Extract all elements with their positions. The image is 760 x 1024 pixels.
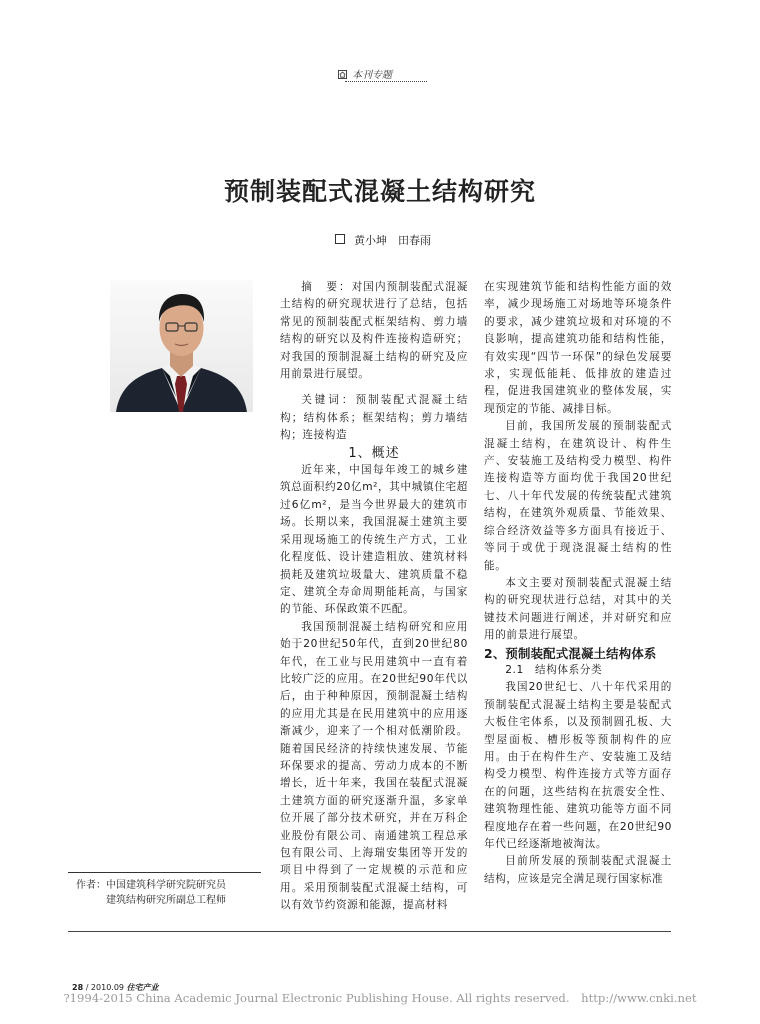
journal-name: 住宅产业 — [126, 983, 159, 992]
section1-title: 1、概述 — [348, 445, 400, 461]
author-note — [76, 878, 226, 908]
abstract-label: 摘 要： — [301, 281, 352, 293]
column-right — [484, 279, 672, 888]
page-number: 28 — [72, 983, 84, 992]
author-names: 黄小坤 田春雨 — [354, 234, 431, 247]
author-note-line2: 建筑结构研究所副总工程师 — [106, 895, 226, 906]
paragraph: 近年来，中国每年竣工的城乡建筑总面积约20亿m²，其中城镇住宅超过6亿m²，是当今世界最大的建筑市场。长期以来，我国混凝土建筑主要采用现场施工的传统生产方式，工业化程度低、设计建造粗放、建筑材料损耗及建筑垃圾量大、建筑质量不稳定、建筑全寿命周期能耗高，与国家的节能、环保政策不匹配。 — [280, 464, 468, 616]
section2-title: 2、预制装配式混凝土结构体系 — [484, 645, 657, 661]
authors-line — [335, 232, 431, 248]
house-icon — [338, 70, 347, 79]
header-dotted-rule — [345, 81, 427, 82]
author-note-line1: 作者：中国建筑科学研究院研究员 — [76, 880, 226, 891]
paragraph: 我国预制混凝土结构研究和应用始于20世纪50年代，直到20世纪80年代，在工业与民用建筑中一直有着比较广泛的应用。在20世纪90年代以后，由于种种原因，预制混凝土结构的应用尤其是在民用建筑中的应用逐渐减少，迎来了一个相对低潮阶段。随着国民经济的持续快速发展、节能环保要求的提高、劳动力成本的不断增长，近十年来，我国在装配式混凝土建筑方面的研究逐渐升温，多家单位开展了部分技术研究，并在万科企业股份有限公司、南通建筑工程总承包有限公司、上海瑞安集团等开发的项目中得到了一定规模的示范和应用。采用预制装配式混凝土结构，可以有效节约资源和能源，提高材料 — [280, 620, 468, 912]
copyright-notice: ?1994-2015 China Academic Journal Electronic Publishing House. All rights reserved. http://www.cnki.net — [63, 991, 697, 1005]
paragraph: 我国20世纪七、八十年代采用的预制装配式混凝土结构主要是装配式大板住宅体系，以及预制圆孔板、大型屋面板、槽形板等预制构件的应用。由于在构件生产、安装施工及结构受力模型、构件连接方式等方面存在的问题，这些结构在抗震安全性、建筑物理性能、建筑功能等方面不同程度地存在着一些问题，在20世纪90年代已经逐渐地被淘汰。 — [484, 681, 672, 850]
author-note-rule — [68, 872, 261, 873]
keywords — [280, 392, 468, 444]
paragraph: 目前所发展的预制装配式混凝土结构，应该是完全满足现行国家标准 — [484, 855, 672, 885]
column-middle — [280, 279, 468, 915]
abstract-text: 对国内预制装配式混凝土结构的研究现状进行了总结，包括常见的预制装配式框架结构、剪力墙结构的研究以及构件连接构造研究；对我国的预制混凝土结构的研究及应用前景进行展望。 — [280, 281, 468, 381]
author-portrait — [110, 280, 253, 412]
keywords-label: 关键词： — [301, 394, 356, 407]
issue-date: / 2010.09 — [85, 983, 125, 992]
abstract — [280, 279, 468, 383]
keywords-text: 预制装配式混凝土结构；结构体系；框架结构；剪力墙结构；连接构造 — [280, 394, 469, 442]
column-label: 本刊专题 — [352, 70, 392, 81]
square-bullet-icon — [335, 234, 345, 244]
page-bottom-rule — [68, 931, 671, 932]
paragraph: 目前，我国所发展的预制装配式混凝土结构，在建筑设计、构件生产、安装施工及结构受力模型、构件连接构造等方面均优于我国20世纪七、八十年代发展的传统装配式建筑结构，在建筑外观质量、节能效果、综合经济效益等多方面具有接近于、等同于或优于现浇混凝土结构的性能。 — [484, 420, 672, 572]
paragraph: 在实现建筑节能和结构性能方面的效率，减少现场施工对场地等环境条件的要求，减少建筑垃圾和对环境的不良影响，提高建筑功能和结构性能，有效实现“四节一环保”的绿色发展要求，实现低能耗、低排放的建造过程，促进我国建筑业的整体发展，实现预定的节能、减排目标。 — [484, 281, 672, 415]
paragraph: 本文主要对预制装配式混凝土结构的研究现状进行总结，对其中的关键技术问题进行阐述，并对研究和应用的前景进行展望。 — [484, 576, 672, 642]
subsection-2-1-title: 2.1 结构体系分类 — [505, 663, 603, 676]
column-header — [338, 66, 428, 80]
article-title: 预制装配式混凝土结构研究 — [223, 177, 536, 206]
